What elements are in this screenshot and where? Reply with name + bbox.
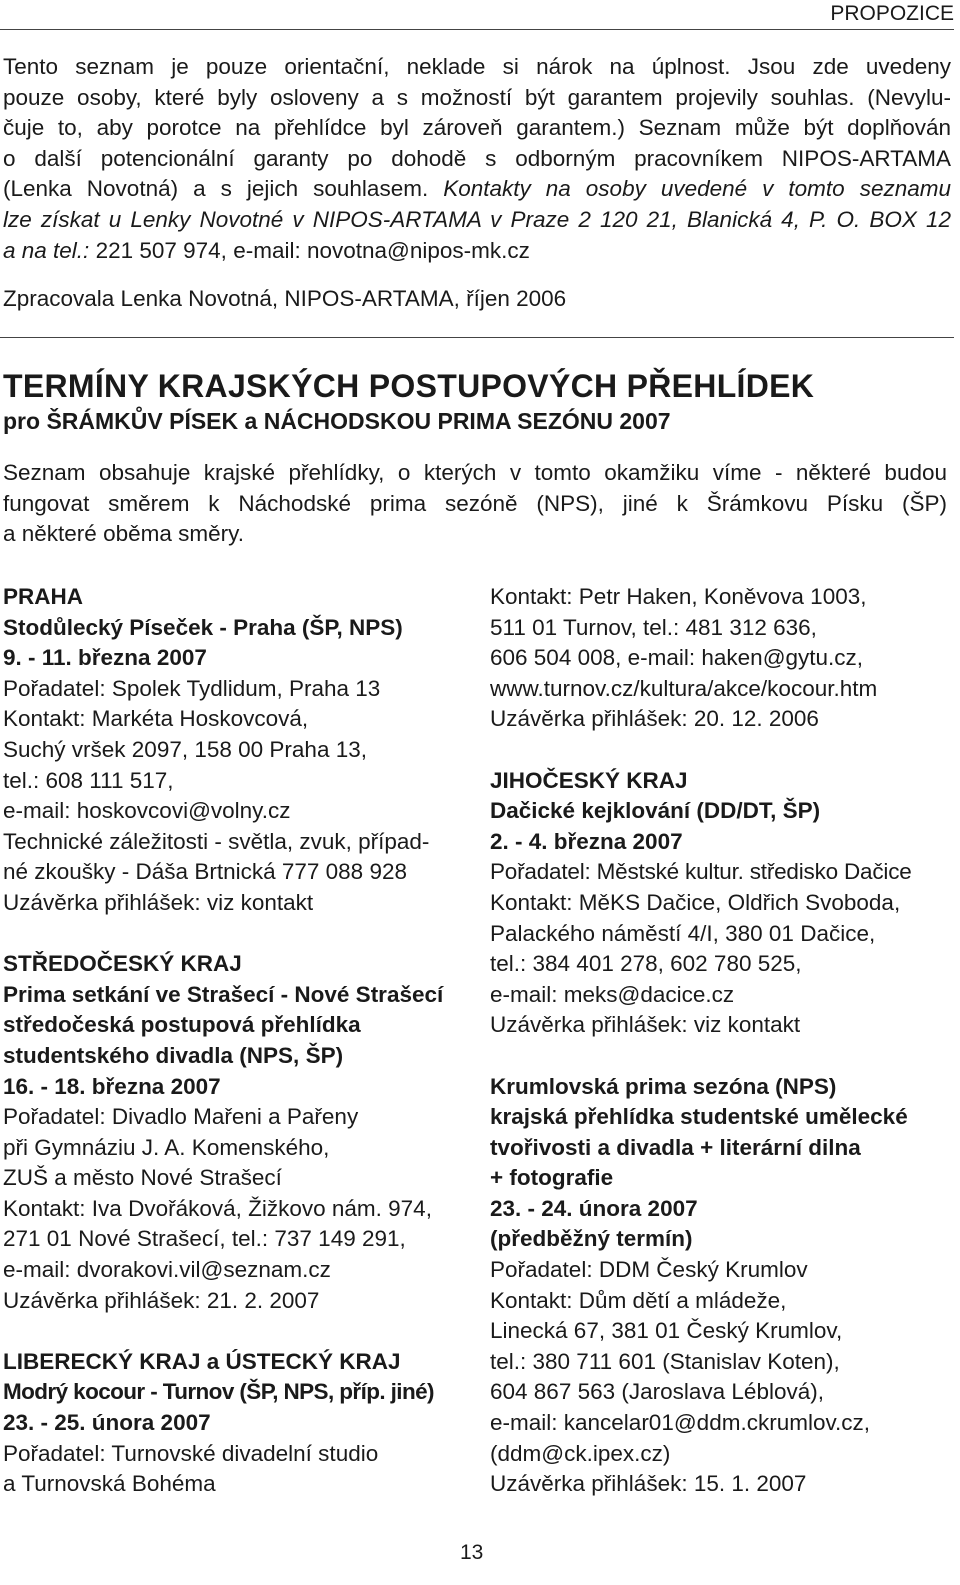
event-title-krumlovska: Krumlovská prima sezóna (NPS) bbox=[490, 1073, 837, 1099]
event-detail: Pořadatel: Turnovské divadelní studio bbox=[3, 1440, 379, 1466]
summary-line: fungovat směrem k Náchodské prima sezóně (NPS), jiné k Šrámkovu Písku (ŠP) bbox=[3, 490, 947, 516]
contact-detail: 511 01 Turnov, tel.: 481 312 636, bbox=[490, 614, 817, 640]
region-heading-stredocesky: STŘEDOČESKÝ KRAJ bbox=[3, 951, 242, 977]
author-line: Zpracovala Lenka Novotná, NIPOS-ARTAMA, říjen 2006 bbox=[3, 286, 567, 311]
event-detail: né zkoušky - Dáša Brtnická 777 088 928 bbox=[3, 859, 407, 885]
intro-contact-italic: lze získat u Lenky Novotné v NIPOS-ARTAMA v Praze 2 120 21, Blanická 4, P. O. BOX 12 bbox=[3, 206, 951, 232]
event-detail: Palackého náměstí 4/I, 380 01 Dačice, bbox=[490, 920, 876, 946]
event-date-praha: 9. - 11. března 2007 bbox=[3, 645, 207, 671]
intro-tel-plain: 221 507 974, e-mail: novotna@nipos-mk.cz bbox=[89, 237, 530, 263]
event-title-stredocesky: studentského divadla (NPS, ŠP) bbox=[3, 1042, 344, 1068]
left-column bbox=[3, 582, 463, 1500]
event-detail: Kontakt: MěKS Dačice, Oldřich Svoboda, bbox=[490, 889, 901, 915]
contact-detail: 606 504 008, e-mail: haken@gytu.cz, bbox=[490, 645, 864, 671]
intro-tel-italic: a na tel.: bbox=[3, 237, 90, 263]
event-detail: Uzávěrka přihlášek: 15. 1. 2007 bbox=[490, 1471, 807, 1497]
section-subtitle: pro ŠRÁMKŮV PÍSEK a NÁCHODSKOU PRIMA SEZÓNU 2007 bbox=[3, 408, 671, 434]
event-detail: Kontakt: Markéta Hoskovcová, bbox=[3, 706, 309, 732]
event-detail: Pořadatel: Divadlo Mařeni a Pařeny bbox=[3, 1104, 359, 1130]
contact-detail: Kontakt: Petr Haken, Koněvova 1003, bbox=[490, 584, 867, 609]
contact-detail: Uzávěrka přihlášek: 20. 12. 2006 bbox=[490, 706, 819, 732]
page-number: 13 bbox=[460, 1541, 484, 1564]
region-heading-jihocesky: JIHOČESKÝ KRAJ bbox=[490, 767, 688, 793]
event-date-krumlovska: 23. - 24. února 2007 bbox=[490, 1195, 698, 1221]
event-title-krumlovska: tvořivosti a divadla + literární dilna bbox=[490, 1134, 861, 1160]
event-detail: Uzávěrka přihlášek: viz kontakt bbox=[3, 889, 314, 915]
event-title-liberecky: Modrý kocour - Turnov (ŠP, NPS, příp. jiné) bbox=[3, 1379, 434, 1405]
event-date-liberecky: 23. - 25. února 2007 bbox=[3, 1410, 211, 1436]
intro-line-italic: Kontakty na osoby uvedené v tomto seznamu bbox=[443, 176, 951, 202]
region-heading-praha: PRAHA bbox=[3, 584, 84, 609]
event-detail: e-mail: dvorakovi.vil@seznam.cz bbox=[3, 1257, 331, 1283]
event-detail: Suchý vršek 2097, 158 00 Praha 13, bbox=[3, 736, 367, 762]
section-title: TERMÍNY KRAJSKÝCH POSTUPOVÝCH PŘEHLÍDEK bbox=[3, 368, 815, 404]
header-rule bbox=[0, 29, 954, 30]
intro-line: čuje to, aby porotce na přehlídce byl zároveň garantem.) Seznam může být doplňován bbox=[3, 115, 951, 141]
event-detail: Pořadatel: Městské kultur. středisko Dačice bbox=[490, 859, 912, 885]
event-detail: při Gymnáziu J. A. Komenského, bbox=[3, 1134, 330, 1160]
event-title-jihocesky: Dačické kejklování (DD/DT, ŠP) bbox=[490, 798, 821, 824]
event-detail: Uzávěrka přihlášek: viz kontakt bbox=[490, 1012, 801, 1038]
intro-line: Tento seznam je pouze orientační, neklade si nárok na úplnost. Jsou zde uvedeny bbox=[3, 54, 951, 79]
event-detail: a Turnovská Bohéma bbox=[3, 1471, 216, 1497]
event-detail: (ddm@ck.ipex.cz) bbox=[490, 1440, 671, 1466]
event-detail: tel.: 384 401 278, 602 780 525, bbox=[490, 951, 802, 977]
summary-line: a některé oběma směry. bbox=[3, 521, 244, 547]
event-detail: e-mail: hoskovcovi@volny.cz bbox=[3, 798, 291, 824]
event-detail: Kontakt: Dům dětí a mládeže, bbox=[490, 1287, 787, 1313]
event-detail: Kontakt: Iva Dvořáková, Žižkovo nám. 974, bbox=[3, 1195, 432, 1221]
intro-line: o další potencionální garanty po dohodě s odborným pracovníkem NIPOS-ARTAMA bbox=[3, 145, 951, 171]
event-detail: Pořadatel: DDM Český Krumlov bbox=[490, 1257, 808, 1283]
event-title-krumlovska: krajská přehlídka studentské umělecké bbox=[490, 1104, 908, 1130]
summary-line: Seznam obsahuje krajské přehlídky, o kterých v tomto okamžiku víme - některé budou bbox=[3, 460, 947, 485]
event-date-jihocesky: 2. - 4. března 2007 bbox=[490, 828, 683, 854]
summary-paragraph bbox=[3, 458, 947, 550]
event-title-stredocesky: středočeská postupová přehlídka bbox=[3, 1012, 361, 1038]
event-title-praha: Stodůlecký Píseček - Praha (ŠP, NPS) bbox=[3, 614, 403, 640]
event-detail: 271 01 Nové Strašecí, tel.: 737 149 291, bbox=[3, 1226, 406, 1252]
intro-line: pouze osoby, které byly osloveny a s možností být garantem projevily souhlas. (Nevylu- bbox=[3, 84, 951, 110]
event-title-stredocesky: Prima setkání ve Strašecí - Nové Strašecí bbox=[3, 981, 444, 1007]
event-date-stredocesky: 16. - 18. března 2007 bbox=[3, 1073, 221, 1099]
event-detail: ZUŠ a město Nové Strašecí bbox=[3, 1165, 282, 1191]
event-detail: Technické záležitosti - světla, zvuk, případ- bbox=[3, 828, 430, 854]
event-detail: Pořadatel: Spolek Tydlidum, Praha 13 bbox=[3, 675, 381, 701]
right-column bbox=[490, 582, 948, 1500]
event-detail: e-mail: meks@dacice.cz bbox=[490, 981, 735, 1007]
event-title-krumlovska: + fotografie bbox=[490, 1165, 614, 1191]
event-detail: Linecká 67, 381 01 Český Krumlov, bbox=[490, 1318, 843, 1344]
event-detail: 604 867 563 (Jaroslava Léblová), bbox=[490, 1379, 824, 1405]
event-detail: tel.: 608 111 517, bbox=[3, 767, 174, 793]
event-detail: Uzávěrka přihlášek: 21. 2. 2007 bbox=[3, 1287, 320, 1313]
intro-paragraph bbox=[3, 52, 951, 266]
event-detail: tel.: 380 711 601 (Stanislav Koten), bbox=[490, 1348, 840, 1374]
header-label: PROPOZICE bbox=[830, 2, 954, 25]
region-heading-liberecky: LIBERECKÝ KRAJ a ÚSTECKÝ KRAJ bbox=[3, 1348, 401, 1374]
event-detail: e-mail: kancelar01@ddm.ckrumlov.cz, bbox=[490, 1410, 871, 1436]
event-date-note-krumlovska: (předběžný termín) bbox=[490, 1226, 693, 1252]
contact-url: www.turnov.cz/kultura/akce/kocour.htm bbox=[490, 675, 878, 701]
intro-line-plain: (Lenka Novotná) a s jejich souhlasem. bbox=[3, 176, 429, 202]
section-rule bbox=[0, 337, 954, 338]
